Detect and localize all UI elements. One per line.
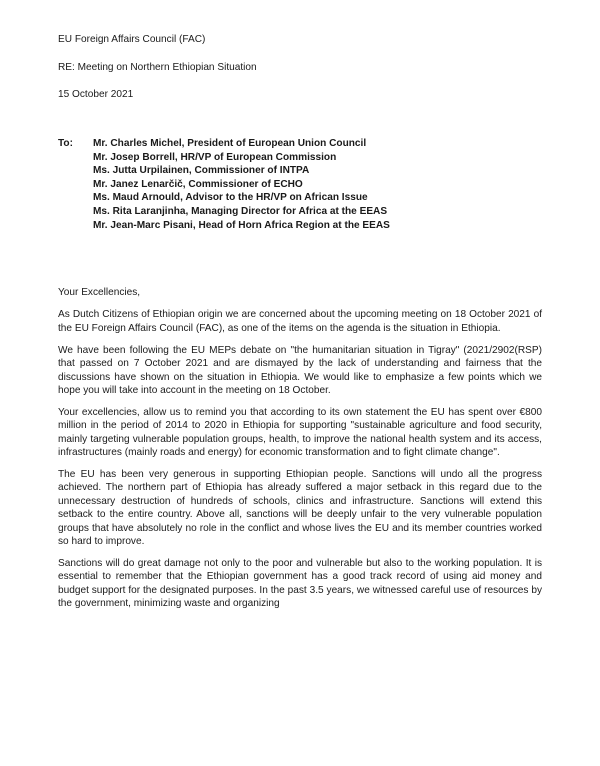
body-paragraph: As Dutch Citizens of Ethiopian origin we are concerned about the upcoming meeting on 18 October 2021 of the EU Foreign Affairs Council (FAC), as one of the items on the agenda is the situation in Ethiopia. <box>58 309 542 334</box>
letter-org: EU Foreign Affairs Council (FAC) <box>58 34 206 45</box>
salutation: Your Excellencies, <box>58 287 141 298</box>
body-paragraph: We have been following the EU MEPs debate on "the humanitarian situation in Tigray" (2021/2902(RSP) that passed on 7 October 2021 and are dismayed by the lack of understanding and fairness that the discussions have shown on the situation in Ethiopia. We would like to emphasize a few points which we hope you will take into account in the meeting on 18 October. <box>58 344 542 396</box>
to-label: To: <box>58 138 73 149</box>
letter-subject: RE: Meeting on Northern Ethiopian Situation <box>58 62 257 73</box>
letter-date: 15 October 2021 <box>58 89 134 100</box>
letter-body <box>58 286 542 619</box>
recipient-item: Ms. Maud Arnould, Advisor to the HR/VP on African Issue <box>93 192 368 204</box>
recipient-item: Mr. Jean-Marc Pisani, Head of Horn Africa Region at the EEAS <box>93 219 390 231</box>
body-paragraph: The EU has been very generous in supporting Ethiopian people. Sanctions will undo all the progress achieved. The northern part of Ethiopia has already suffered a major setback in this regard due to the unnecessary destruction of hundreds of schools, clinics and infrastructure. Sanctions will extend this setback to the entire country. Above all, sanctions will be deeply unfair to the very vulnerable population groups that have absolutely no role in the conflict and whose lives the EU and its member countries worked so hard to improve. <box>58 468 542 547</box>
body-paragraph: Sanctions will do great damage not only to the poor and vulnerable but also to the working population. It is essential to remember that the Ethiopian government has a good track record of using aid money and budget support for the designated purposes. In the past 3.5 years, we witnessed careful use of resources by the government, minimizing waste and organizing <box>58 557 542 610</box>
recipient-item: Mr. Josep Borrell, HR/VP of European Commission <box>93 151 337 163</box>
recipient-item: Ms. Jutta Urpilainen, Commissioner of INTPA <box>93 165 310 177</box>
body-paragraph: Your excellencies, allow us to remind you that according to its own statement the EU has spent over €800 million in the period of 2014 to 2020 in Ethiopia for supporting "sustainable agriculture and food security, mainly targeting vulnerable population groups, health, to improve the national health system and its access, infrastructures (mainly roads and energy) for economic transformation and to fight climate change". <box>58 406 542 459</box>
recipient-list <box>93 137 390 232</box>
recipient-item: Mr. Charles Michel, President of European Union Council <box>93 138 367 149</box>
recipient-item: Mr. Janez Lenarčič, Commissioner of ECHO <box>93 178 303 190</box>
recipient-item: Ms. Rita Laranjinha, Managing Director for Africa at the EEAS <box>93 205 388 217</box>
